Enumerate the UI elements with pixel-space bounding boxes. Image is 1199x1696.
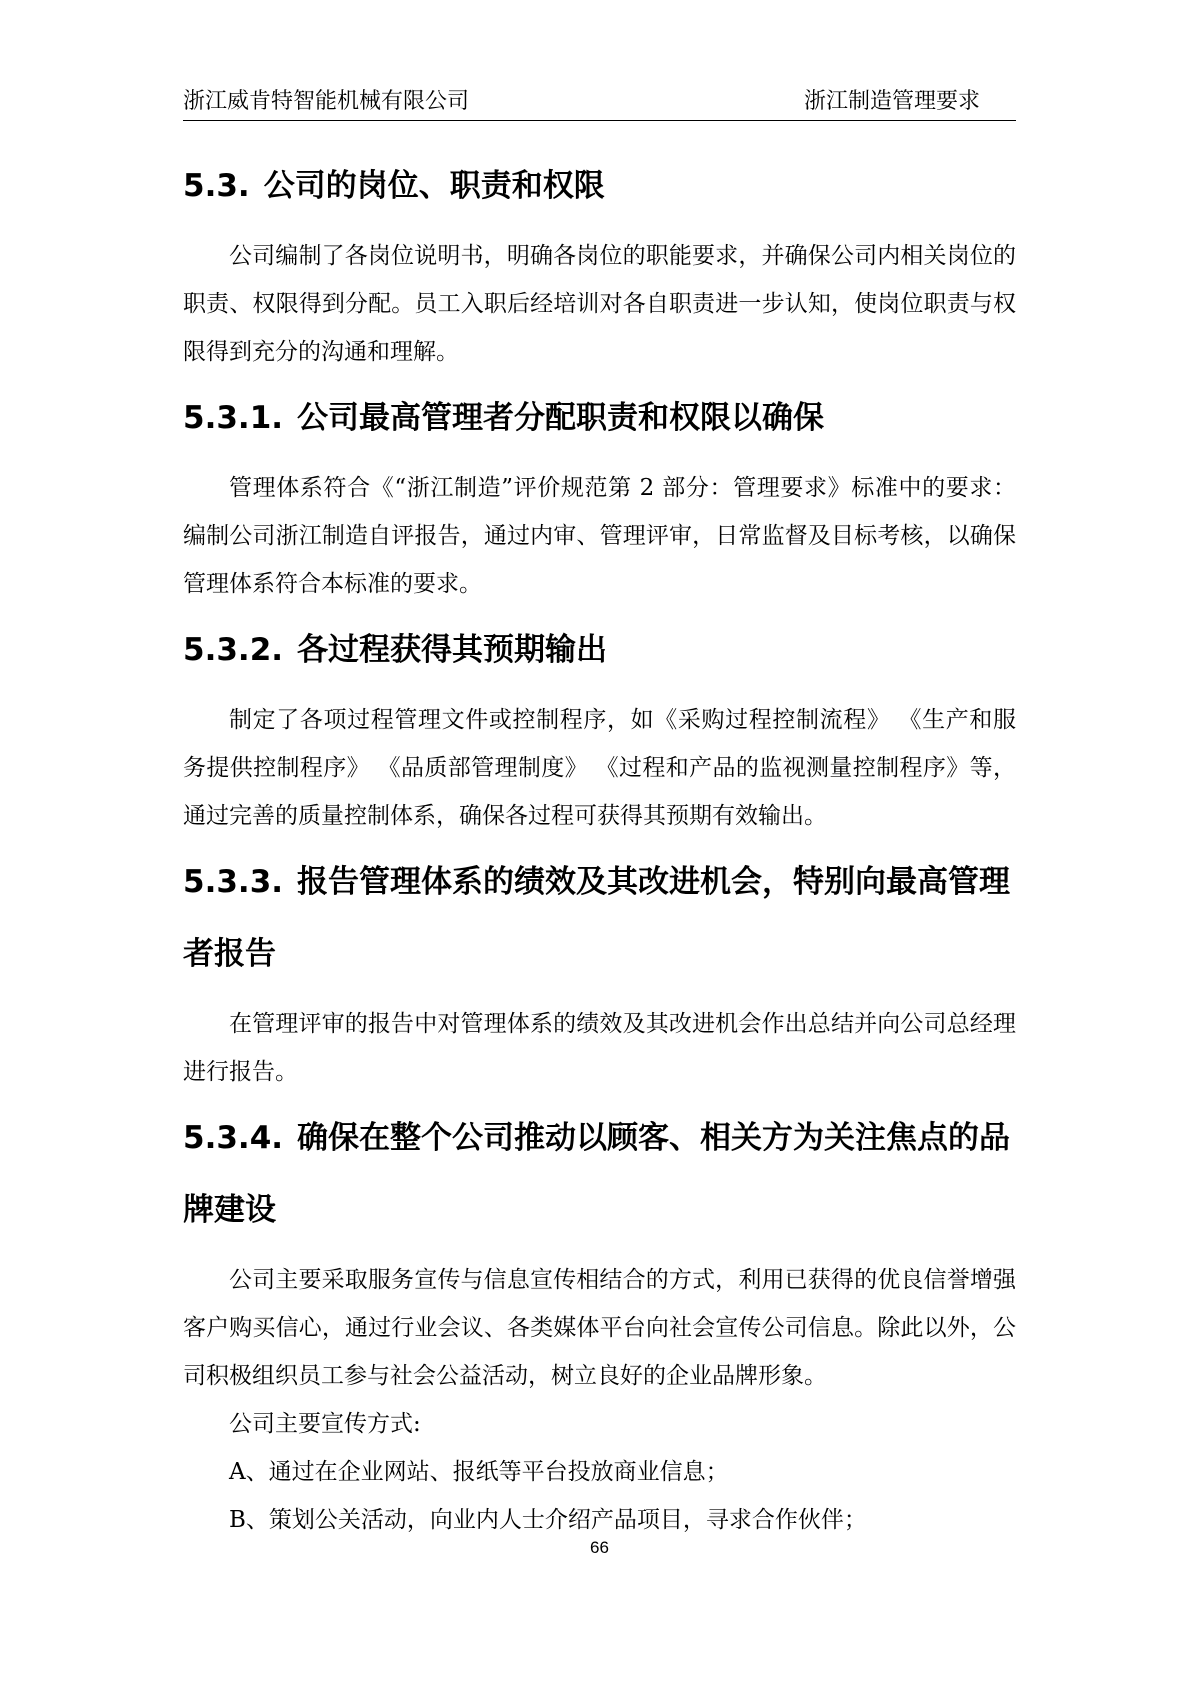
section-title: 确保在整个公司推动以顾客、相关方为关注焦点的品牌建设 (183, 1120, 1011, 1228)
section-title: 公司最高管理者分配职责和权限以确保 (297, 400, 825, 436)
page-number: 66 (590, 1538, 609, 1557)
section-heading (183, 150, 1016, 222)
section-number: 5.3.3. (183, 864, 284, 900)
paragraph: 管理体系符合《“浙江制造”评价规范第 2 部分：管理要求》标准中的要求：编制公司浙江制造自评报告，通过内审、管理评审，日常监督及目标考核，以确保管理体系符合本标准的要求。 (183, 475, 1016, 597)
paragraph: 制定了各项过程管理文件或控制程序，如《采购过程控制流程》 《生产和服务提供控制程序》 《品质部管理制度》 《过程和产品的监视测量控制程序》等，通过完善的质量控制体系，确保各过程可获得其预期有效输出。 (183, 707, 1016, 829)
section-heading (183, 1102, 1016, 1246)
page-content (183, 150, 1016, 1544)
section-number: 5.3. (183, 168, 250, 204)
section-number: 5.3.2. (183, 632, 284, 668)
list-item: B、策划公关活动，向业内人士介绍产品项目，寻求合作伙伴； (229, 1507, 867, 1533)
header-company: 浙江威肯特智能机械有限公司 (183, 89, 470, 114)
section-heading (183, 614, 1016, 686)
header-doc-title: 浙江制造管理要求 (803, 89, 980, 114)
section-title: 各过程获得其预期输出 (297, 632, 608, 668)
paragraph: 在管理评审的报告中对管理体系的绩效及其改进机会作出总结并向公司总经理进行报告。 (183, 1011, 1016, 1085)
list-item: A、通过在企业网站、报纸等平台投放商业信息； (229, 1459, 729, 1485)
section-heading (183, 846, 1016, 990)
section-number: 5.3.1. (183, 400, 284, 436)
paragraph: 公司主要宣传方式: (229, 1411, 421, 1437)
section-title: 公司的岗位、职责和权限 (263, 168, 605, 204)
paragraph: 公司编制了各岗位说明书，明确各岗位的职能要求，并确保公司内相关岗位的职责、权限得到分配。员工入职后经培训对各自职责进一步认知，使岗位职责与权限得到充分的沟通和理解。 (183, 243, 1016, 365)
page-header (183, 84, 1016, 121)
section-title: 报告管理体系的绩效及其改进机会，特别向最高管理者报告 (183, 864, 1011, 972)
section-heading (183, 382, 1016, 454)
paragraph: 公司主要采取服务宣传与信息宣传相结合的方式，利用已获得的优良信誉增强客户购买信心，通过行业会议、各类媒体平台向社会宣传公司信息。除此以外，公司积极组织员工参与社会公益活动，树立良好的企业品牌形象。 (183, 1267, 1016, 1389)
section-number: 5.3.4. (183, 1120, 284, 1156)
